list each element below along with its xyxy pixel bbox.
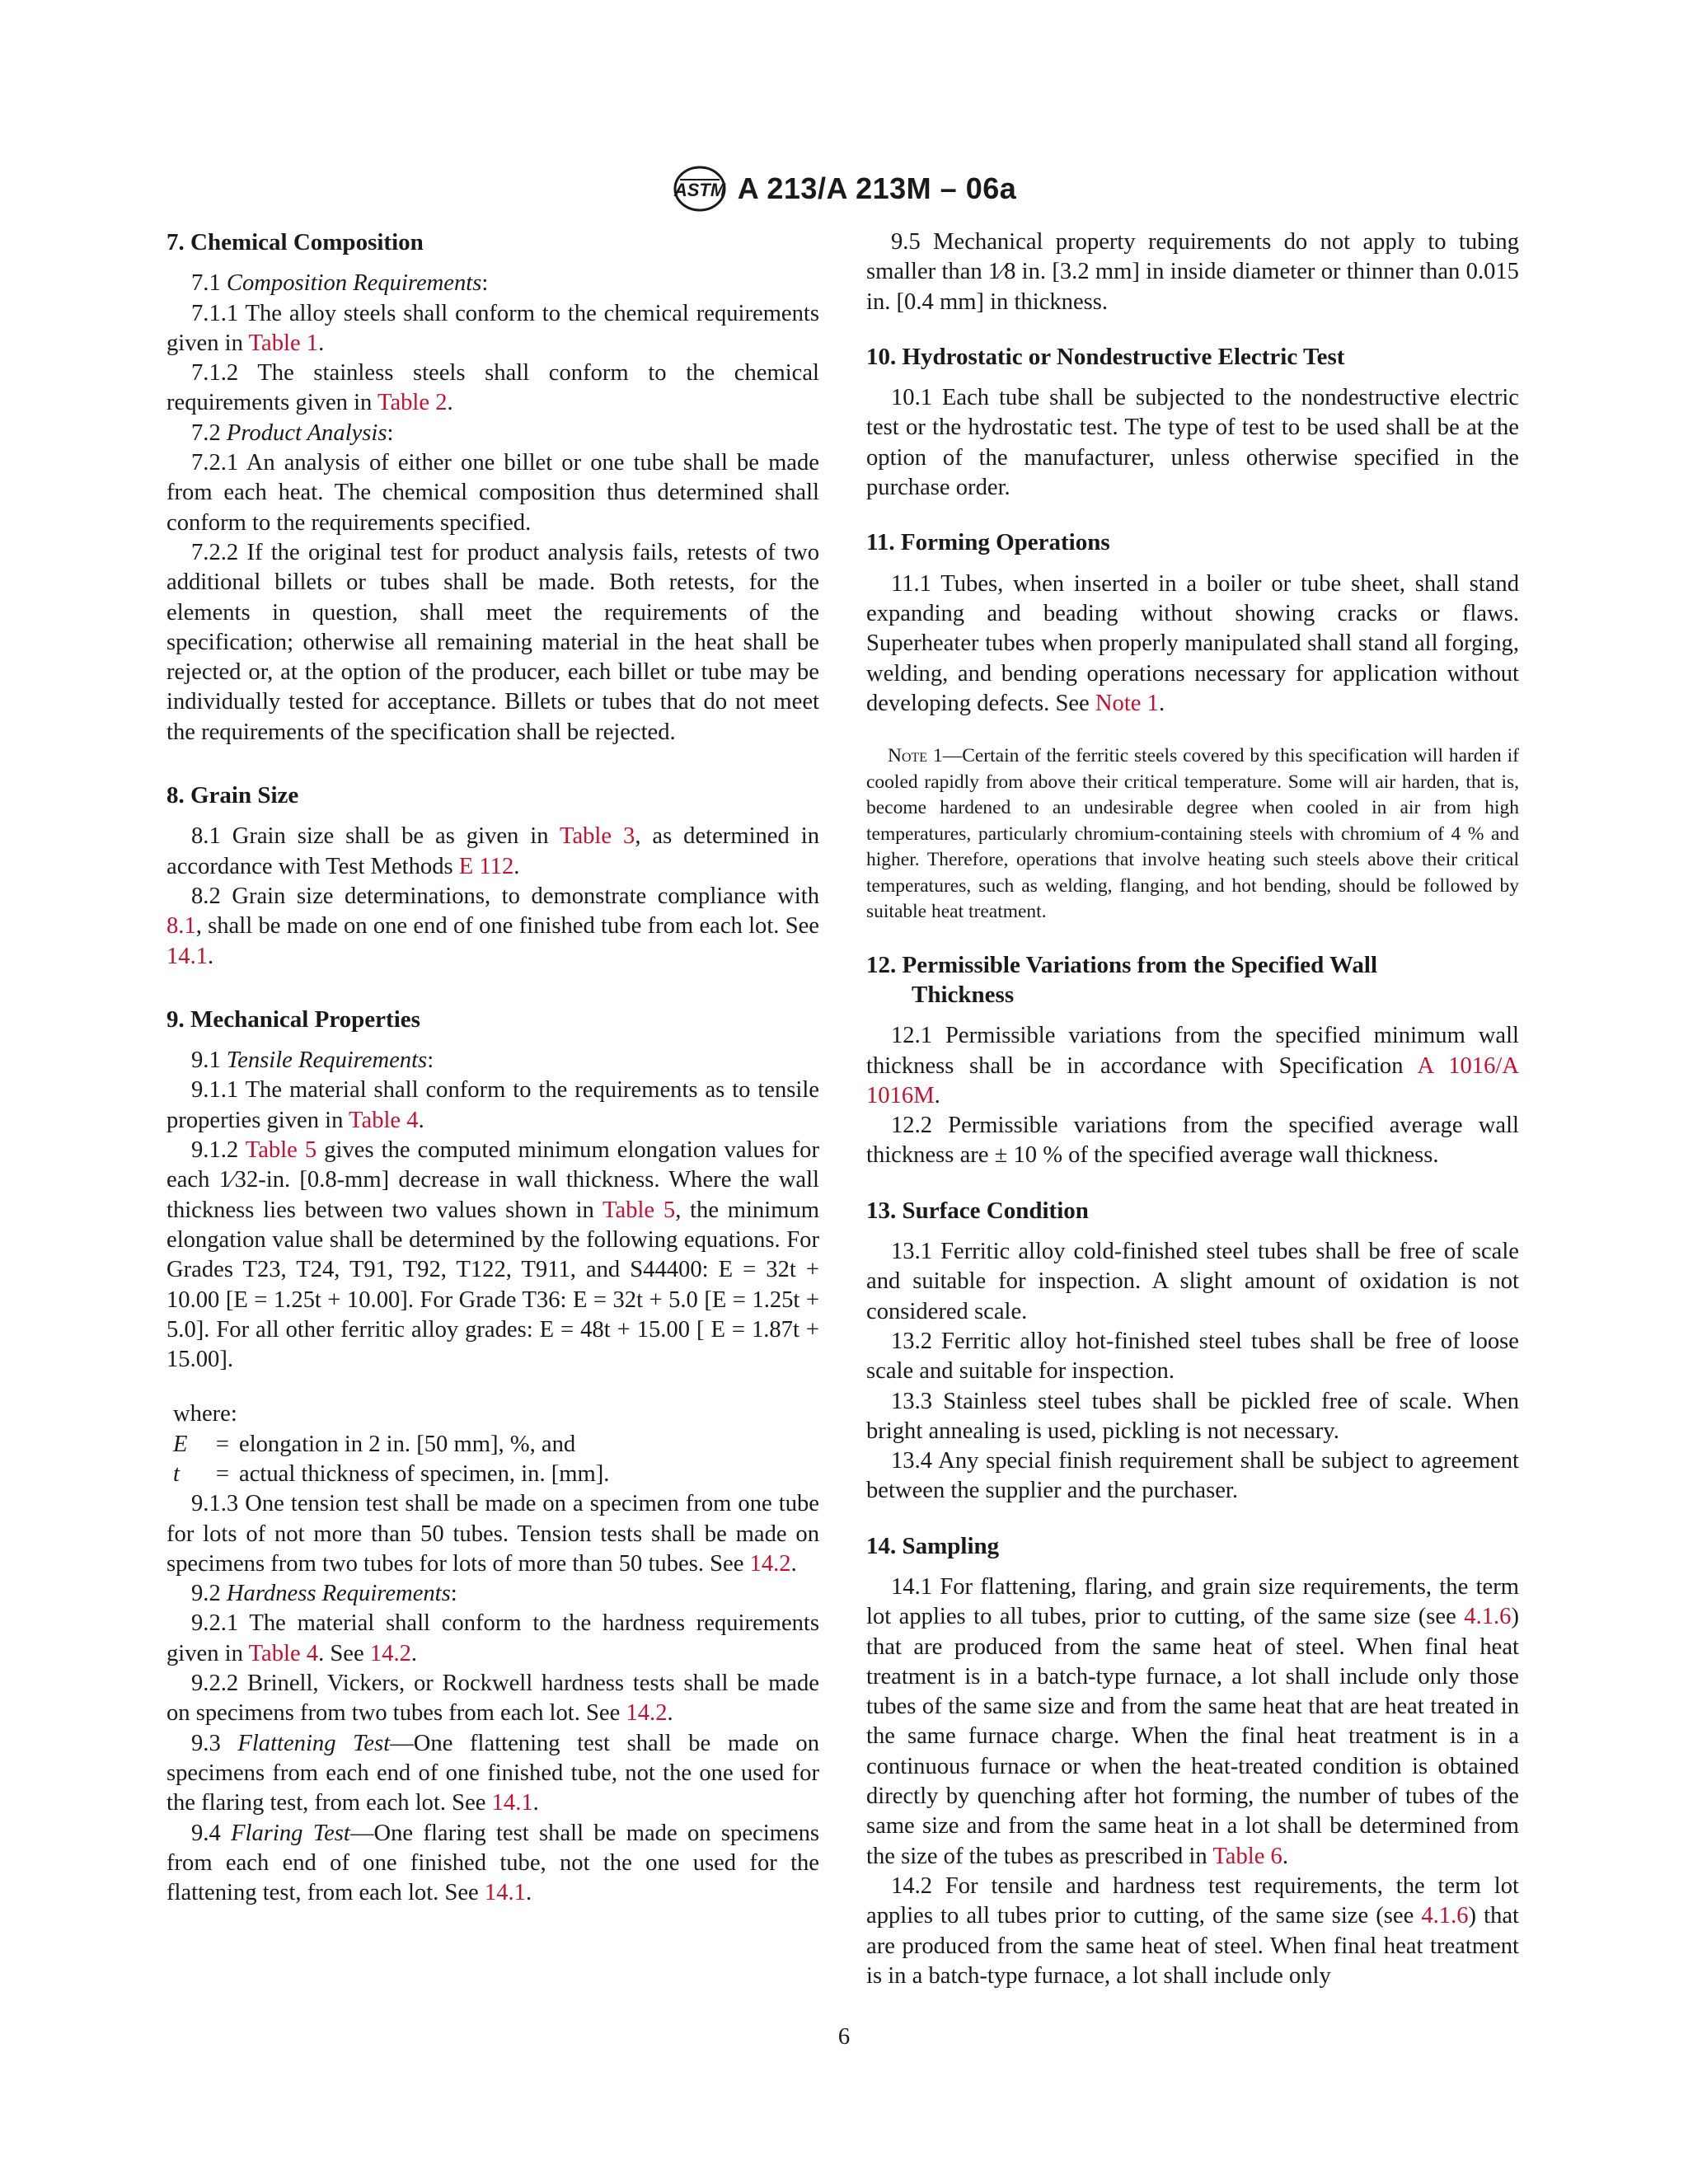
- section-14-2-link-3[interactable]: 14.2: [626, 1700, 668, 1727]
- para-12-1: 12.1 Permissible variations from the specified minimum wall thickness shall be in accordance with Specification A 1016/A 1016M.: [866, 1023, 1519, 1108]
- para-9-2-1: 9.2.1 The material shall conform to the hardness requirements given in Table 4. See 14.2.: [166, 1610, 819, 1666]
- page-header: [0, 165, 1688, 213]
- table-3-link[interactable]: Table 3: [559, 823, 635, 850]
- para-13-3: 13.3 Stainless steel tubes shall be pickled free of scale. When bright annealing is used, pickling is not necessary.: [866, 1388, 1519, 1444]
- section-8-1-link[interactable]: 8.1: [166, 913, 196, 940]
- para-7-1-1: 7.1.1 The alloy steels shall conform to the chemical requirements given in Table 1.: [166, 300, 819, 356]
- table-1-link[interactable]: Table 1: [248, 330, 319, 356]
- section-4-1-6-link[interactable]: 4.1.6: [1464, 1604, 1512, 1630]
- section-14-1-link-3[interactable]: 14.1: [484, 1880, 526, 1906]
- para-8-1: 8.1 Grain size shall be as given in Table 3, as determined in accordance with Test Methods E 112.: [166, 823, 819, 879]
- para-14-1: 14.1 For flattening, flaring, and grain size requirements, the term lot applies to all tubes, prior to cutting, of the same size (see 4.1.6) that are produced from the same heat of steel. When final heat treatment is in a batch-type furnace, a lot shall include only those tubes of the same size and from the same heat that are heat treated in the same furnace charge. When the final heat treatment is in a continuous furnace or when the heat-treated condition is obtained directly by quenching after hot forming, the number of tubes of the same size and from the same heat in a lot shall be determined from the size of the tubes as prescribed in Table 6.: [866, 1574, 1519, 1869]
- para-9-1: 9.1 Tensile Requirements:: [191, 1047, 434, 1074]
- document-id: A 213/A 213M – 06a: [737, 171, 1017, 205]
- section-10-heading: 10. Hydrostatic or Nondestructive Electric Test: [866, 343, 1345, 370]
- para-7-2-1: 7.2.1 An analysis of either one billet or one tube shall be made from each heat. The chemical composition thus determined shall conform to the requirements specified.: [166, 450, 819, 536]
- section-7-heading: 7. Chemical Composition: [166, 229, 424, 255]
- para-9-1-1: 9.1.1 The material shall conform to the requirements as to tensile properties given in Table 4.: [166, 1077, 819, 1133]
- note-1: Note 1—Certain of the ferritic steels covered by this specification will harden if cooled rapidly from above their critical temperature. Some will air harden, that is, become hardened to an undesirable degree when cooled in air from high temperatures, particularly chromium-containing steels with chromium of 4 % and higher. Therefore, operations that involve heating such steels above their critical temperatures, such as welding, flanging, and hot bending, should be followed by suitable heat treatment.: [866, 745, 1519, 923]
- section-14-1-link-2[interactable]: 14.1: [491, 1790, 533, 1816]
- para-9-1-2: 9.1.2 Table 5 gives the computed minimum elongation values for each 1⁄32-in. [0.8-mm] decrease in wall thickness. Where the wall thickness lies between two values shown in Table 5, the minimum elongation value shall be determined by the following equations. For Grades T23, T24, T91, T92, T122, T911, and S44400: E = 32t + 10.00 [E = 1.25t + 10.00]. For Grade T36: E = 32t + 5.0 [E = 1.25t + 5.0]. For all other ferritic alloy grades: E = 48t + 15.00 [ E = 1.87t + 15.00].: [166, 1137, 819, 1373]
- para-12-2: 12.2 Permissible variations from the specified average wall thickness are ± 10 % of the specified average wall thickness.: [866, 1113, 1519, 1169]
- a1016-link[interactable]: A 1016/A 1016M: [866, 1052, 1519, 1108]
- table-4-link-2[interactable]: Table 4: [248, 1640, 319, 1666]
- note-1-link[interactable]: Note 1: [1095, 690, 1159, 716]
- section-12-heading: 12. Permissible Variations from the Specified Wall Thickness: [866, 951, 1378, 1008]
- table-2-link[interactable]: Table 2: [377, 390, 448, 416]
- equation-2: E = 32t + 5.0 [E = 1.25t + 5.0]: [166, 1286, 819, 1343]
- section-11-heading: 11. Forming Operations: [866, 529, 1110, 556]
- para-9-1-3: 9.1.3 One tension test shall be made on a specimen from one tube for lots of not more than 50 tubes. Tension tests shall be made on specimens from two tubes for lots of more than 50 tubes. See 14.2.: [166, 1491, 819, 1577]
- e112-link[interactable]: E 112: [458, 853, 514, 879]
- para-10-1: 10.1 Each tube shall be subjected to the nondestructive electric test or the hydrostatic test. The type of test to be used shall be at the option of the manufacturer, unless otherwise specified in the purchase order.: [866, 385, 1519, 501]
- para-9-2-2: 9.2.2 Brinell, Vickers, or Rockwell hardness tests shall be made on specimens from two tubes from each lot. See 14.2.: [166, 1671, 819, 1727]
- para-8-2: 8.2 Grain size determinations, to demonstrate compliance with 8.1, shall be made on one end of one finished tube from each lot. See 14.1.: [166, 883, 819, 969]
- equation-1: E = 32t + 10.00 [E = 1.25t + 10.00]: [166, 1257, 819, 1313]
- left-column: [166, 227, 819, 1908]
- para-9-3: 9.3 Flattening Test—One flattening test shall be made on specimens from each end of one finished tube, not the one used for the flaring test, from each lot. See 14.1.: [166, 1730, 819, 1816]
- section-8-heading: 8. Grain Size: [166, 782, 299, 809]
- svg-text:ASTM: ASTM: [673, 180, 725, 200]
- table-5-link[interactable]: Table 5: [245, 1137, 317, 1164]
- section-14-2-link-2[interactable]: 14.2: [369, 1640, 411, 1666]
- page-number: 6: [837, 2024, 851, 2050]
- para-7-1-2: 7.1.2 The stainless steels shall conform to the chemical requirements given in Table 2.: [166, 360, 819, 416]
- where-t-row: t = actual thickness of specimen, in. [mm].: [173, 1460, 610, 1487]
- section-13-heading: 13. Surface Condition: [866, 1197, 1089, 1224]
- section-9-heading: 9. Mechanical Properties: [166, 1005, 420, 1033]
- para-13-4: 13.4 Any special finish requirement shall be subject to agreement between the supplier and the purchaser.: [866, 1448, 1519, 1504]
- para-7-2-2: 7.2.2 If the original test for product analysis fails, retests of two additional billets or tubes shall be made. Both retests, for the elements in question, shall meet the requirements of the specification; otherwise all remaining material in the heat shall be rejected or, at the option of the producer, each billet or tube may be individually tested for acceptance. Billets or tubes that do not meet the requirements of the specification shall be rejected.: [166, 539, 819, 745]
- section-14-1-link[interactable]: 14.1: [166, 943, 209, 969]
- para-9-4: 9.4 Flaring Test—One flaring test shall be made on specimens from each end of one finished tube, not the one used for the flattening test, from each lot. See 14.1.: [166, 1820, 820, 1906]
- para-13-2: 13.2 Ferritic alloy hot-finished steel tubes shall be free of loose scale and suitable for inspection.: [866, 1328, 1519, 1385]
- right-column: [866, 227, 1519, 1991]
- table-4-link[interactable]: Table 4: [349, 1107, 419, 1133]
- where-block: where: E = elongation in 2 in. [50 mm], %, and t = actual thickness of specimen, in. [mm].: [166, 1399, 819, 1489]
- table-5-link-2[interactable]: Table 5: [603, 1197, 676, 1223]
- section-14-heading: 14. Sampling: [866, 1532, 1000, 1559]
- section-14-2-link[interactable]: 14.2: [749, 1550, 791, 1577]
- para-11-1: 11.1 Tubes, when inserted in a boiler or tube sheet, shall stand expanding and beading without showing cracks or flaws. Superheater tubes when properly manipulated shall stand all forging, welding, and bending operations necessary for application without developing defects. See Note 1.: [866, 570, 1519, 716]
- where-e-row: E = elongation in 2 in. [50 mm], %, and: [173, 1431, 576, 1457]
- para-7-1: 7.1 Composition Requirements:: [191, 270, 489, 297]
- para-14-2: 14.2 For tensile and hardness test requirements, the term lot applies to all tubes prior to cutting, of the same size (see 4.1.6) that are produced from the same heat of steel. When final heat treatment is in a batch-type furnace, a lot shall include only: [866, 1872, 1519, 1989]
- equation-3: E = 48t + 15.00 [ E = 1.87t + 15.00]: [166, 1316, 819, 1373]
- table-6-link[interactable]: Table 6: [1212, 1843, 1282, 1869]
- para-13-1: 13.1 Ferritic alloy cold-finished steel tubes shall be free of scale and suitable for inspection. A slight amount of oxidation is not considered scale.: [866, 1239, 1519, 1324]
- para-9-5: 9.5 Mechanical property requirements do not apply to tubing smaller than 1⁄8 in. [3.2 mm] in inside diameter or thinner than 0.015 in. [0.4 mm] in thickness.: [866, 229, 1519, 315]
- section-4-1-6-link-2[interactable]: 4.1.6: [1421, 1903, 1469, 1929]
- para-7-2: 7.2 Product Analysis:: [191, 419, 394, 446]
- para-9-2: 9.2 Hardness Requirements:: [191, 1581, 457, 1607]
- astm-logo-icon: [672, 165, 728, 213]
